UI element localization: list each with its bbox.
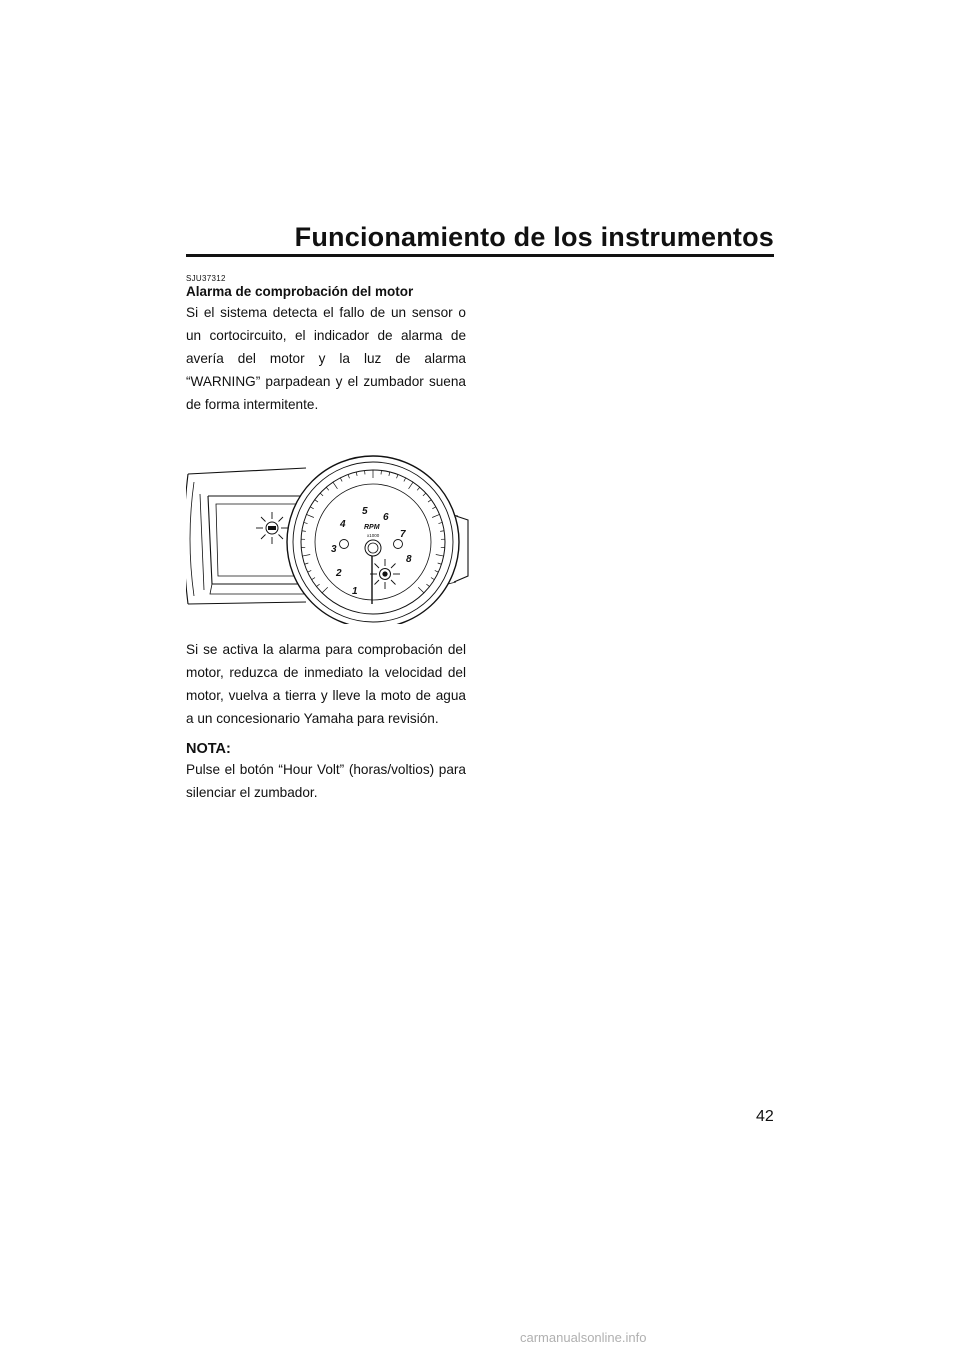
dial-number-8: 8 bbox=[406, 554, 412, 565]
dial-number-4: 4 bbox=[340, 519, 346, 530]
gauge-unit-label: x1000 bbox=[367, 533, 380, 538]
gauge-rpm-label: RPM bbox=[364, 524, 380, 531]
engine-warning-indicator-icon bbox=[256, 512, 288, 544]
page-title: Funcionamiento de los instrumentos bbox=[294, 222, 774, 252]
dial-number-6: 6 bbox=[383, 512, 389, 523]
warning-light-icon bbox=[370, 559, 400, 589]
instrument-panel-illustration bbox=[186, 434, 471, 624]
dial-number-5: 5 bbox=[362, 506, 368, 517]
tachometer-gauge bbox=[287, 456, 459, 624]
content-column bbox=[186, 274, 466, 804]
title-rule bbox=[186, 254, 774, 257]
dial-number-2: 2 bbox=[336, 568, 342, 579]
section-heading: Alarma de comprobación del motor bbox=[186, 284, 414, 299]
dial-number-1: 1 bbox=[352, 586, 358, 597]
section-code: SJU37312 bbox=[186, 274, 226, 283]
note-label: NOTA: bbox=[186, 741, 231, 757]
paragraph-alarm-action: Si se activa la alarma para comprobación del motor, reduzca de inmediato la velocidad del motor, vuelva a tierra y lleve la moto de agua a un concesionario Yamaha para revisión. bbox=[186, 642, 466, 726]
note-text: Pulse el botón “Hour Volt” (horas/voltios) para silenciar el zumbador. bbox=[186, 762, 466, 800]
page-number: 42 bbox=[756, 1108, 774, 1125]
paragraph-alarm-description: Si el sistema detecta el fallo de un sensor o un cortocircuito, el indicador de alarma de avería del motor y la luz de alarma “WARNING” parpadean y el zumbador suena de forma intermitente. bbox=[186, 305, 466, 412]
dial-number-7: 7 bbox=[400, 529, 406, 540]
dial-number-3: 3 bbox=[331, 544, 337, 555]
watermark: carmanualsonline.info bbox=[520, 1330, 647, 1345]
